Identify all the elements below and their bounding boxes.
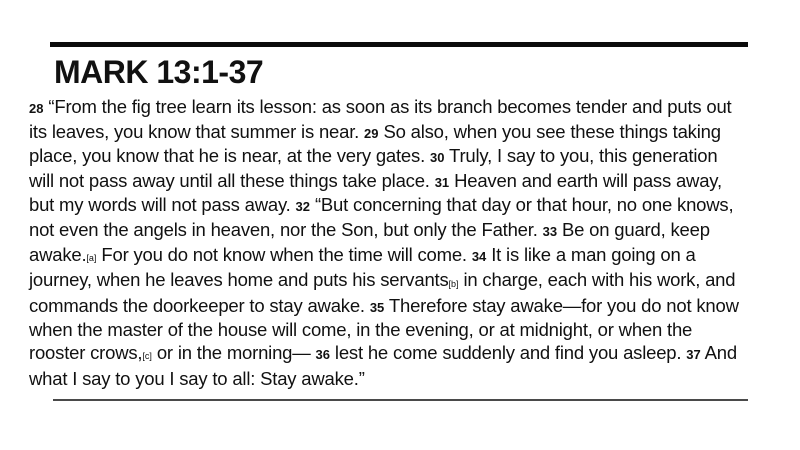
passage-segment: “But concerning that day or that hour, no one knows,	[310, 194, 734, 216]
passage-text	[29, 96, 789, 390]
passage-segment: but my words will not pass away.	[29, 194, 296, 216]
passage-segment: It is like a man going on a	[486, 243, 696, 265]
passage-segment: “From the fig tree learn its lesson: as soon as its branch becomes tender and puts out	[43, 96, 732, 117]
verse-number: 29	[364, 125, 379, 141]
passage-segment: commands the doorkeeper to stay awake.	[29, 294, 370, 316]
passage-segment: lest he come suddenly and find you asleep.	[329, 341, 687, 363]
passage-segment: And	[700, 341, 737, 363]
passage-line	[29, 244, 789, 270]
passage-line	[29, 145, 789, 170]
verse-number: 30	[429, 150, 445, 166]
passage-segment: its leaves, you know that summer is near.	[29, 120, 365, 142]
verse-number: 31	[434, 174, 450, 190]
verse-number: 33	[542, 223, 558, 239]
passage-line	[29, 121, 789, 146]
passage-line	[29, 269, 789, 295]
passage-segment: or in the morning—	[151, 341, 316, 363]
verse-number: 28	[29, 101, 44, 116]
passage-line	[29, 319, 789, 342]
passage-segment: Be on guard, keep	[557, 218, 710, 240]
passage-segment: in charge, each with his work, and	[458, 269, 736, 291]
passage-line	[29, 368, 789, 391]
passage-segment: Heaven and earth will pass away,	[449, 169, 722, 191]
passage-segment: awake.	[29, 243, 87, 265]
slide-title: MARK 13:1-37	[54, 54, 264, 90]
passage-segment: will not pass away until all these things take place.	[29, 169, 435, 191]
passage-line	[29, 342, 789, 368]
footnote-marker: [c]	[142, 351, 152, 362]
passage-segment: when the master of the house will come, in the evening, or at midnight, or when the	[29, 319, 693, 341]
verse-number: 36	[315, 346, 330, 362]
verse-number: 35	[369, 299, 385, 315]
passage-segment: journey, when he leaves home and puts his servants	[29, 269, 449, 291]
footnote-marker: [a]	[86, 253, 97, 264]
passage-line	[29, 96, 789, 121]
passage-segment: not even the angels in heaven, nor the Son, but only the Father.	[29, 218, 543, 240]
passage-segment: So also, when you see these things taking	[378, 120, 721, 142]
verse-number: 37	[686, 346, 701, 362]
passage-line	[29, 194, 789, 219]
passage-segment: Therefore stay awake—for you do not know	[384, 294, 739, 316]
verse-number: 34	[471, 248, 487, 264]
passage-segment: rooster crows,	[29, 341, 143, 363]
passage-segment: Truly, I say to you, this generation	[444, 145, 718, 167]
passage-segment: place, you know that he is near, at the very gates.	[29, 145, 430, 167]
passage-line	[29, 219, 789, 244]
verse-number: 32	[295, 199, 311, 215]
top-divider-bar	[50, 42, 748, 47]
passage-segment: For you do not know when the time will come.	[96, 243, 472, 265]
passage-line	[29, 295, 789, 320]
passage-line	[29, 170, 789, 195]
bottom-divider-line	[53, 399, 748, 401]
footnote-marker: [b]	[448, 278, 459, 289]
passage-segment: what I say to you I say to all: Stay awake.”	[29, 367, 365, 389]
